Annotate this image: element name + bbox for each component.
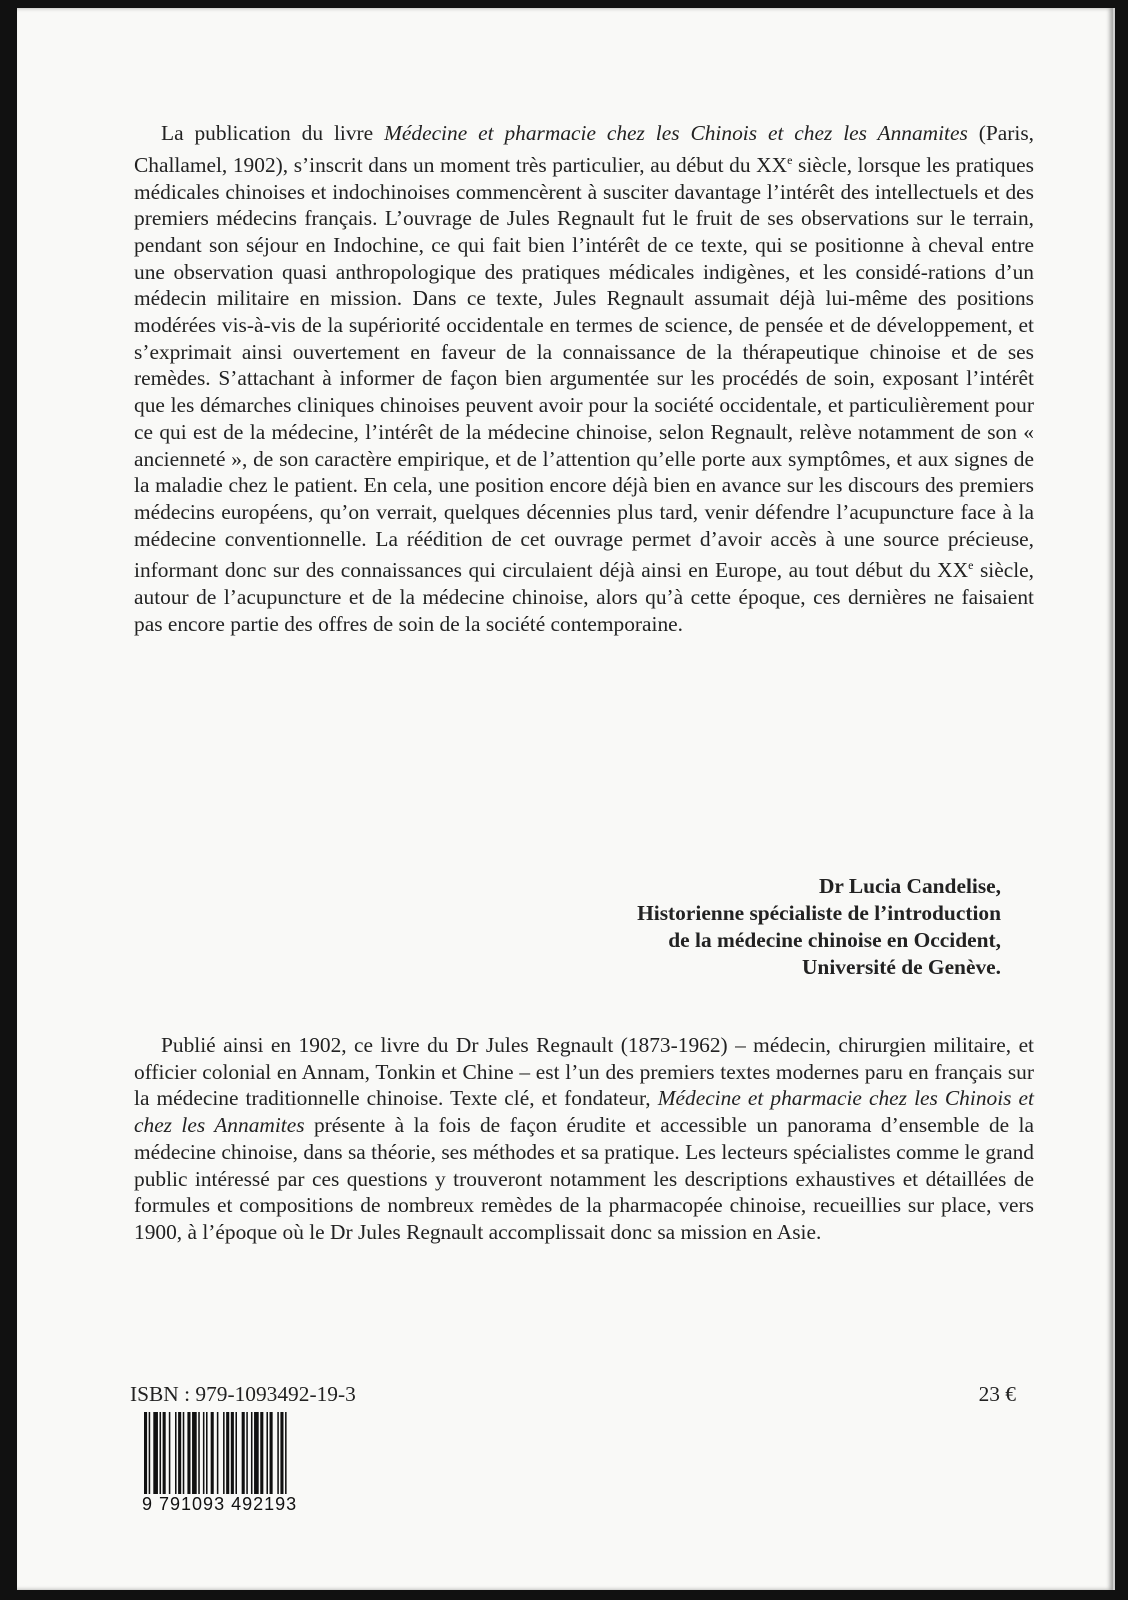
barcode-bar xyxy=(203,1412,205,1496)
signature-affiliation: Université de Genève. xyxy=(801,955,1001,979)
barcode-bar xyxy=(175,1412,177,1496)
barcode-bar xyxy=(266,1412,268,1496)
barcode-bar xyxy=(226,1412,229,1496)
para1-text-c: siècle, autour de l’acupuncture et de la médecine chinoise, alors qu’à cette époque, ces dernières ne faisaient pas encore partie des offres de soin de la société contemporaine. xyxy=(134,558,1034,636)
barcode-bar xyxy=(178,1412,181,1496)
barcode-bar xyxy=(280,1412,283,1496)
barcode-bar xyxy=(242,1412,245,1496)
barcode-digits: 9 791093 492193 xyxy=(142,1494,342,1515)
para1-intro: La publication du livre xyxy=(161,121,385,145)
barcode-bar xyxy=(206,1412,208,1496)
barcode-bar xyxy=(169,1412,171,1496)
price-label: 23 € xyxy=(978,1382,1016,1406)
barcode-bar xyxy=(254,1412,259,1496)
barcode-bar xyxy=(223,1412,225,1496)
barcode-bar xyxy=(163,1412,166,1496)
barcode-bar xyxy=(153,1412,158,1496)
barcode-bar xyxy=(246,1412,248,1496)
description-paragraph-2 xyxy=(134,1032,1034,1246)
description-paragraph-1 xyxy=(134,120,1034,638)
barcode-bar xyxy=(270,1412,273,1496)
para1-text-a: (Paris, Challamel, 1902), s’inscrit dans un moment très particulier, au début du XX xyxy=(134,121,1034,177)
barcode-bar xyxy=(277,1412,279,1496)
barcode-bar xyxy=(231,1412,234,1496)
para2-text-b: présente à la fois de façon érudite et accessible un panorama d’ensemble de la médecine chinoise, dans sa théorie, ses méthodes et sa pratique. Les lecteurs spécialistes comme le grand public intéressé par ces questions y trouveront notamment les descriptions exhaustives et détaillées de formules et compositions de nombreux remèdes de la pharmacopée chinoise, recueillies sur place, vers 1900, à l’époque où le Dr Jules Regnault accomplissait donc sa mission en Asie. xyxy=(134,1113,1034,1244)
para2-book-title: Médecine et pharmacie chez les Chinois et chez les Annamites xyxy=(134,1086,1034,1138)
signature-title-line-2: de la médecine chinoise en Occident, xyxy=(668,928,1001,952)
para1-superscript-a: e xyxy=(787,152,793,167)
para1-book-title: Médecine et pharmacie chez les Chinois et chez les Annamites xyxy=(384,121,968,145)
barcode-bar xyxy=(187,1412,190,1496)
barcode-bar xyxy=(198,1412,200,1496)
signature-title-line-1: Historienne spécialiste de l’introduction xyxy=(637,901,1001,925)
barcode-bar xyxy=(160,1412,162,1496)
barcode-bar xyxy=(260,1412,263,1496)
book-back-cover xyxy=(17,8,1115,1590)
para1-superscript-b: e xyxy=(968,558,974,573)
barcode xyxy=(142,1412,342,1512)
barcode-bar xyxy=(192,1412,197,1496)
barcode-bar xyxy=(251,1412,253,1496)
para2-text-a: Publié ainsi en 1902, ce livre du Dr Jules Regnault (1873-1962) – médecin, chirurgien militaire, et officier colonial en Annam, Tonkin et Chine – est l’un des premiers textes modernes paru en français sur la médecine traditionnelle chinoise. Texte clé, et fondateur, xyxy=(134,1033,1034,1111)
barcode-bar xyxy=(235,1412,237,1496)
barcode-bar xyxy=(183,1412,185,1496)
para1-text-b: siècle, lorsque les pratiques médicales chinoises et indochinoises commencèrent à susciter davantage l’intérêt des intellectuels et des premiers médecins français. L’ouvrage de Jules Regnault fut le fruit de ses observations sur le terrain, pendant son séjour en Indochine, ce qui fait bien l’intérêt de ce texte, qui se positionne à cheval entre une observation quasi anthropologique des pratiques médicales indigènes, et les considé-rations d’un médecin militaire en mission. Dans ce texte, Jules Regnault assumait déjà lui-même des positions modérées vis-à-vis de la supériorité occidentale en termes de science, de pensée et de développement, et s’exprimait ainsi ouvertement en faveur de la connaissance de la thérapeutique chinoise et de ses remèdes. S’attachant à informer de façon bien argumentée sur les procédés de soin, exposant l’intérêt que les démarches cliniques chinoises peuvent avoir pour la société occidentale, et particulièrement pour ce qui est de la médecine, l’intérêt de la médecine chinoise, selon Regnault, relève notamment de son « ancienneté », de son caractère empirique, et de l’attention qu’elle porte aux symptômes, et aux signes de la maladie chez le patient. En cela, une position encore déjà bien en avance sur les discours des premiers médecins européens, qu’on verrait, quelques décennies plus tard, venir défendre l’acupuncture face à la médecine conventionnelle. La réédition de cet ouvrage permet d’avoir accès à une source précieuse, informant donc sur des connaissances qui circulaient déjà ainsi en Europe, au tout début du XX xyxy=(134,152,1034,583)
isbn-label: ISBN : 979-1093492-19-3 xyxy=(130,1382,356,1406)
author-signature xyxy=(637,873,1001,981)
signature-name: Dr Lucia Candelise, xyxy=(818,874,1001,898)
